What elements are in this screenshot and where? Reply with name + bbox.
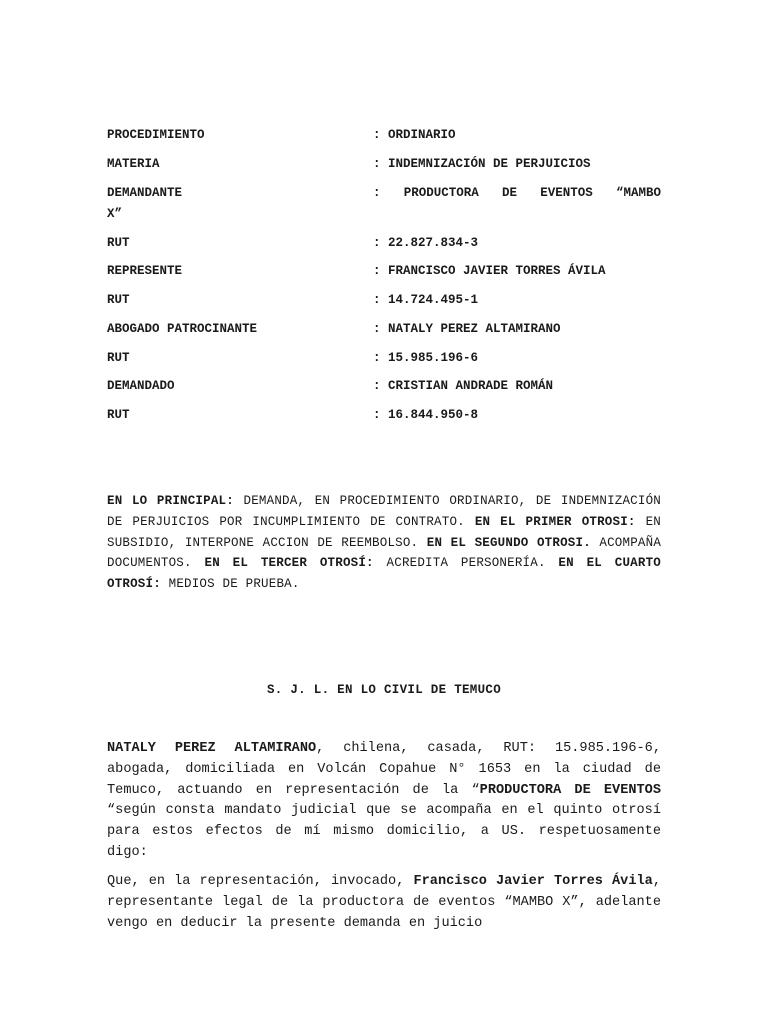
company-name: PRODUCTORA DE EVENTOS bbox=[479, 782, 661, 798]
header-label: DEMANDANTE bbox=[107, 186, 183, 200]
header-value: : CRISTIAN ANDRADE ROMÁN bbox=[373, 379, 554, 393]
paragraph-text: Que, en la representación, invocado, bbox=[107, 874, 414, 889]
header-value: : 15.985.196-6 bbox=[373, 351, 479, 365]
court-heading: S. J. L. EN LO CIVIL DE TEMUCO bbox=[266, 683, 502, 697]
header-value: : FRANCISCO JAVIER TORRES ÁVILA bbox=[373, 264, 606, 278]
paragraph-text: , chilena, casada, RUT: 15.985.196-6, abogada, domiciliada en Volcán Copahue N° 1653 en la ciudad de Temuco, actuando en representación de la “ bbox=[107, 741, 661, 798]
header-value: : 16.844.950-8 bbox=[373, 408, 479, 422]
document-page bbox=[107, 0, 661, 1024]
summary-primer-text: EN SUBSIDIO, INTERPONE ACCION DE REEMBOLSO. bbox=[107, 514, 661, 550]
summary-cuarto-text: MEDIOS DE PRUEBA. bbox=[160, 577, 300, 592]
header-label: MATERIA bbox=[107, 157, 160, 171]
header-label: ABOGADO PATROCINANTE bbox=[107, 322, 258, 336]
header-label: RUT bbox=[107, 293, 130, 307]
header-value: : PRODUCTORA DE EVENTOS “MAMBO bbox=[373, 186, 661, 200]
header-value: : INDEMNIZACIÓN DE PERJUICIOS bbox=[373, 157, 591, 171]
summary-block bbox=[107, 491, 661, 595]
paragraph-text: “según consta mandato judicial que se acompaña en el quinto otrosí para estos efectos de mí mismo domicilio, a US. respetuosamente digo: bbox=[107, 803, 661, 860]
summary-segundo-text: ACOMPAÑA DOCUMENTOS. bbox=[107, 535, 662, 571]
summary-tercer-text: ACREDITA PERSONERÍA. bbox=[373, 556, 559, 571]
header-value: : NATALY PEREZ ALTAMIRANO bbox=[373, 322, 561, 336]
header-value: : ORDINARIO bbox=[373, 128, 456, 142]
header-label: RUT bbox=[107, 351, 130, 365]
summary-segundo-label: EN EL SEGUNDO OTROSI. bbox=[426, 535, 591, 550]
header-row-demandante bbox=[107, 183, 661, 225]
summary-principal-label: EN LO PRINCIPAL: bbox=[107, 494, 234, 508]
summary-cuarto-label: EN EL CUARTO OTROSÍ: bbox=[107, 556, 661, 592]
representative-name: Francisco Javier Torres Ávila bbox=[413, 874, 653, 889]
header-label: DEMANDADO bbox=[107, 379, 175, 393]
paragraph-claim bbox=[107, 872, 661, 934]
summary-principal-text: DEMANDA, EN PROCEDIMIENTO ORDINARIO, DE INDEMNIZACIÓN DE PERJUICIOS POR INCUMPLIMIENTO DE CONTRATO. bbox=[107, 494, 661, 529]
header-label: PROCEDIMIENTO bbox=[107, 128, 205, 142]
header-label: RUT bbox=[107, 408, 130, 422]
header-value: : 14.724.495-1 bbox=[373, 293, 479, 307]
attorney-name: NATALY PEREZ ALTAMIRANO bbox=[107, 741, 317, 756]
header-label: REPRESENTE bbox=[107, 264, 183, 278]
summary-tercer-label: EN EL TERCER OTROSÍ: bbox=[204, 556, 374, 571]
header-value: : 22.827.834-3 bbox=[373, 236, 479, 250]
paragraph-text: , representante legal de la productora de eventos “MAMBO X”, adelante vengo en deducir la presente demanda en juicio bbox=[107, 874, 661, 931]
header-label: RUT bbox=[107, 236, 130, 250]
header-value-wrap: X” bbox=[107, 207, 123, 221]
paragraph-intro bbox=[107, 739, 661, 864]
summary-primer-label: EN EL PRIMER OTROSI: bbox=[474, 514, 636, 529]
